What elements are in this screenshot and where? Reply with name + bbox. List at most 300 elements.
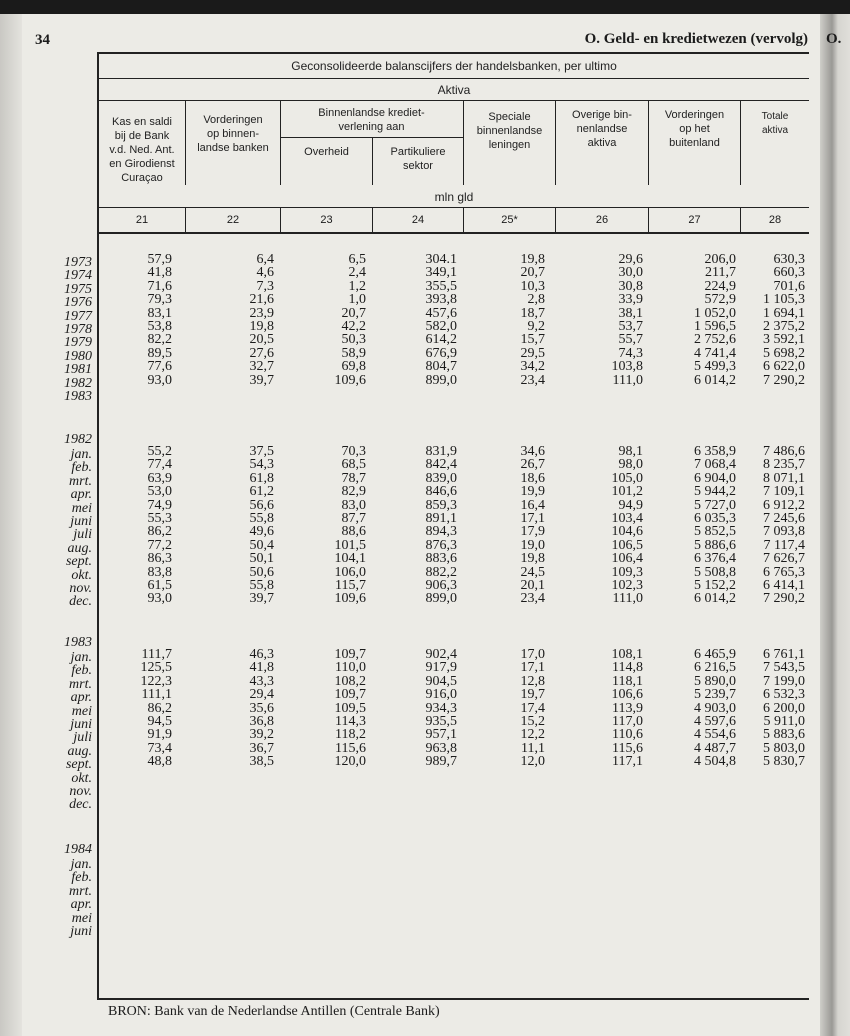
row-label: juni xyxy=(70,514,92,529)
table-top-rule xyxy=(97,52,809,54)
table-cell: 23,9 xyxy=(249,305,274,321)
column-number-25: 25* xyxy=(501,214,518,226)
row-label: 1982 xyxy=(64,375,92,391)
table-cell: 98,0 xyxy=(618,457,643,473)
table-bottom-rule xyxy=(97,998,809,1000)
row-label: apr. xyxy=(70,690,92,706)
table-cell: 68,5 xyxy=(341,457,366,473)
table-cell: 19,8 xyxy=(520,252,545,267)
table-cell: 211,7 xyxy=(705,265,736,281)
row-label: jan. xyxy=(70,447,92,462)
table-cell: 4 487,7 xyxy=(694,740,736,756)
table-cell: 20,7 xyxy=(341,305,366,321)
row-label: feb. xyxy=(71,663,92,679)
table-cell: 6 414,1 xyxy=(763,578,805,593)
table-cell: 83,8 xyxy=(147,564,172,580)
table-cell: 859,3 xyxy=(425,497,457,513)
table-cell: 831,9 xyxy=(425,444,457,459)
table-cell: 113,9 xyxy=(612,700,643,716)
table-cell: 77,2 xyxy=(147,537,172,553)
row-label: 1974 xyxy=(64,268,92,284)
table-cell: 79,3 xyxy=(147,292,172,308)
table-cell: 7,3 xyxy=(256,278,274,294)
table-cell: 1,0 xyxy=(348,292,366,308)
table-cell: 41,8 xyxy=(147,265,172,281)
row-label: mei xyxy=(71,703,92,719)
table-cell: 89,5 xyxy=(147,345,172,361)
table-cell: 17,1 xyxy=(520,511,545,526)
table-cell: 118,2 xyxy=(335,727,366,743)
table-cell: 6 200,0 xyxy=(763,700,805,716)
column-header-27: Vorderingen op het buitenland xyxy=(664,109,725,149)
table-cell: 11,1 xyxy=(521,740,545,756)
table-cell: 4 597,6 xyxy=(694,714,736,729)
table-cell: 7 199,0 xyxy=(763,673,805,689)
page-title: O. Geld- en kredietwezen (vervolg) xyxy=(584,31,808,47)
row-label: nov. xyxy=(69,581,92,596)
table-cell: 110,6 xyxy=(612,727,643,743)
table-cell: 36,8 xyxy=(249,714,274,729)
table-cell: 103,4 xyxy=(611,511,643,526)
table-cell: 55,8 xyxy=(249,511,274,526)
table-caption: Geconsolideerde balanscijfers der handelsbanken, per ultimo xyxy=(291,59,617,73)
table-cell: 4 903,0 xyxy=(694,700,736,716)
row-label: apr. xyxy=(70,897,92,913)
table-cell: 54,3 xyxy=(249,457,274,473)
subgroup-header: Binnenlandse krediet- verlening aan xyxy=(318,107,425,133)
table-cell: 5 727,0 xyxy=(694,497,736,513)
row-label: aug. xyxy=(67,540,92,556)
table-cell: 55,3 xyxy=(147,511,172,526)
table-cell: 20,7 xyxy=(520,265,545,281)
table-cell: 93,0 xyxy=(147,591,172,607)
table-cell: 12,8 xyxy=(520,673,545,689)
table-cell: 86,3 xyxy=(147,551,172,567)
table-cell: 846,6 xyxy=(425,484,457,500)
table-cell: 19,9 xyxy=(520,484,545,500)
table-cell: 30,8 xyxy=(618,278,643,294)
table-cell: 104,1 xyxy=(334,551,366,567)
column-number-27: 27 xyxy=(688,214,701,226)
table-cell: 206,0 xyxy=(704,252,736,267)
table-cell: 630,3 xyxy=(773,252,805,267)
table-cell: 37,5 xyxy=(249,444,274,459)
table-cell: 56,6 xyxy=(249,497,274,513)
table-cell: 106,5 xyxy=(611,537,643,553)
table-cell: 117,1 xyxy=(612,754,643,770)
table-cell: 7 290,2 xyxy=(763,372,805,388)
table-cell: 32,7 xyxy=(249,359,274,375)
row-label: aug. xyxy=(67,743,92,759)
table-cell: 33,9 xyxy=(618,292,643,308)
table-cell: 882,2 xyxy=(425,564,457,580)
row-label: 1976 xyxy=(64,295,92,311)
table-cell: 7 245,6 xyxy=(763,511,805,526)
table-cell: 41,8 xyxy=(249,660,274,676)
row-label: feb. xyxy=(71,460,92,476)
table-cell: 24,5 xyxy=(520,564,545,580)
table-cell: 106,6 xyxy=(611,687,643,703)
table-cell: 5 944,2 xyxy=(694,484,736,500)
row-label: 1977 xyxy=(64,308,92,324)
table-cell: 6 465,9 xyxy=(694,647,736,662)
table-cell: 94,5 xyxy=(147,714,172,729)
table-cell: 676,9 xyxy=(425,345,457,361)
table-cell: 7 093,8 xyxy=(763,524,805,540)
table-cell: 883,6 xyxy=(425,551,457,567)
column-number-22: 22 xyxy=(226,214,240,226)
table-cell: 10,3 xyxy=(520,278,545,294)
table-cell: 73,4 xyxy=(147,740,172,756)
scan-top-edge xyxy=(0,0,850,14)
table-cell: 1 105,3 xyxy=(763,292,805,308)
column-number-21: 21 xyxy=(135,214,149,226)
column-header-21: Kas en saldi bij de Bank v.d. Ned. Ant. en Girodienst Curaçao xyxy=(109,116,175,184)
row-label: 1973 xyxy=(64,255,92,270)
table-cell: 572,9 xyxy=(704,292,736,308)
column-header-24: Partikuliere sektor xyxy=(390,146,446,172)
table-cell: 224,9 xyxy=(704,278,736,294)
column-header-22: Vorderingen op binnen- landse banken xyxy=(197,114,269,154)
table-cell: 111,0 xyxy=(612,591,643,607)
table-cell: 104,6 xyxy=(611,524,643,540)
table-cell: 111,0 xyxy=(612,372,643,388)
table-cell: 117,0 xyxy=(612,714,643,729)
table-cell: 105,0 xyxy=(611,470,643,486)
table-cell: 39,2 xyxy=(249,727,274,743)
table-cell: 6,5 xyxy=(348,252,366,267)
table-cell: 63,9 xyxy=(147,470,172,486)
table-cell: 17,4 xyxy=(520,700,545,716)
table-cell: 114,3 xyxy=(335,714,366,729)
rule xyxy=(97,207,809,208)
table-cell: 115,6 xyxy=(612,740,643,756)
row-label: sept. xyxy=(65,554,92,570)
table-cell: 957,1 xyxy=(425,727,457,743)
table-cell: 55,7 xyxy=(618,332,643,348)
table-cell: 15,2 xyxy=(520,714,545,729)
row-label: 1983 xyxy=(64,389,92,404)
row-label: 1980 xyxy=(64,348,92,364)
row-label: juni xyxy=(70,924,92,939)
table-cell: 6 014,2 xyxy=(694,591,736,607)
table-cell: 16,4 xyxy=(520,497,545,513)
table-cell: 77,6 xyxy=(147,359,172,375)
table-cell: 7 109,1 xyxy=(763,484,805,500)
next-page-fragment: O. xyxy=(826,31,842,47)
table-cell: 27,6 xyxy=(249,345,274,361)
column-header-23: Overheid xyxy=(304,146,349,158)
table-cell: 6 376,4 xyxy=(694,551,736,567)
table-cell: 1 694,1 xyxy=(763,305,805,321)
table-cell: 106,4 xyxy=(611,551,643,567)
table-cell: 15,7 xyxy=(520,332,545,348)
table-cell: 50,1 xyxy=(249,551,274,567)
table-cell: 6 014,2 xyxy=(694,372,736,388)
table-cell: 110,0 xyxy=(335,660,366,676)
table-cell: 842,4 xyxy=(425,457,457,473)
page-fold xyxy=(820,14,850,1036)
rule xyxy=(97,78,809,79)
table-cell: 582,0 xyxy=(425,319,457,334)
table-cell: 83,0 xyxy=(341,497,366,513)
table-cell: 660,3 xyxy=(773,265,805,281)
table-cell: 118,1 xyxy=(612,673,643,689)
table-cell: 61,8 xyxy=(249,470,274,486)
table-cell: 103,8 xyxy=(611,359,643,375)
table-cell: 19,7 xyxy=(520,687,545,703)
table-cell: 6 532,3 xyxy=(763,687,805,703)
row-label: dec. xyxy=(69,594,92,610)
table-cell: 39,7 xyxy=(249,372,274,388)
table-cell: 6 035,3 xyxy=(694,511,736,526)
table-cell: 115,7 xyxy=(335,578,366,593)
table-cell: 5 239,7 xyxy=(694,687,736,703)
table-cell: 21,6 xyxy=(249,292,274,308)
table-cell: 12,0 xyxy=(520,754,545,770)
table-cell: 2,4 xyxy=(348,265,366,281)
table-cell: 989,7 xyxy=(425,754,457,770)
table-cell: 7 117,4 xyxy=(763,537,805,553)
table-cell: 904,5 xyxy=(425,673,457,689)
table-cell: 38,5 xyxy=(249,754,274,770)
row-label: sept. xyxy=(65,757,92,773)
table-cell: 20,5 xyxy=(249,332,274,348)
table-cell: 804,7 xyxy=(425,359,457,375)
column-number-26: 26 xyxy=(595,214,609,226)
table-cell: 4 554,6 xyxy=(694,727,736,743)
table-cell: 17,1 xyxy=(520,660,545,676)
row-label: okt. xyxy=(71,770,92,786)
table-cell: 114,8 xyxy=(612,660,643,676)
table-cell: 106,0 xyxy=(334,564,366,580)
table-cell: 963,8 xyxy=(425,740,457,756)
table-cell: 55,8 xyxy=(249,578,274,593)
table-cell: 19,0 xyxy=(520,537,545,553)
row-label: dec. xyxy=(69,797,92,813)
table-cell: 5 886,6 xyxy=(694,537,736,553)
table-cell: 20,1 xyxy=(520,578,545,593)
table-cell: 6 622,0 xyxy=(763,359,805,375)
table-cell: 7 290,2 xyxy=(763,591,805,607)
table-cell: 906,3 xyxy=(425,578,457,593)
table-cell: 839,0 xyxy=(425,470,457,486)
table-cell: 57,9 xyxy=(147,252,172,267)
row-label: mrt. xyxy=(69,883,92,899)
row-label: mrt. xyxy=(69,676,92,692)
table-cell: 5 852,5 xyxy=(694,524,736,540)
table-cell: 7 543,5 xyxy=(763,660,805,676)
table-cell: 355,5 xyxy=(425,278,457,294)
table-cell: 6 912,2 xyxy=(763,497,805,513)
rule xyxy=(97,100,809,101)
row-label: juni xyxy=(70,717,92,732)
table-cell: 4 741,4 xyxy=(694,345,736,361)
row-label: mei xyxy=(71,500,92,516)
table-cell: 29,6 xyxy=(618,252,643,267)
table-cell: 53,0 xyxy=(147,484,172,500)
table-cell: 26,7 xyxy=(520,457,545,473)
column-number-24: 24 xyxy=(411,214,425,226)
table-cell: 8 235,7 xyxy=(763,457,805,473)
table-cell: 6 358,9 xyxy=(694,444,736,459)
table-cell: 108,1 xyxy=(611,647,643,662)
table-cell: 50,3 xyxy=(341,332,366,348)
table-cell: 74,9 xyxy=(147,497,172,513)
table-cell: 61,2 xyxy=(249,484,274,500)
table-cell: 29,4 xyxy=(249,687,274,703)
rule xyxy=(97,232,809,234)
table-cell: 19,8 xyxy=(520,551,545,567)
table-cell: 935,5 xyxy=(425,714,457,729)
table-cell: 23,4 xyxy=(520,591,545,607)
table-cell: 115,6 xyxy=(335,740,366,756)
table-cell: 125,5 xyxy=(140,660,172,676)
table-cell: 42,2 xyxy=(341,319,366,334)
row-label: 1975 xyxy=(64,281,92,297)
table-cell: 88,6 xyxy=(341,524,366,540)
table-cell: 111,7 xyxy=(141,647,172,662)
table-cell: 6 761,1 xyxy=(763,647,805,662)
column-number-23: 23 xyxy=(320,214,333,226)
unit-label: mln gld xyxy=(434,190,474,204)
table-cell: 5 698,2 xyxy=(763,345,805,361)
table-cell: 50,4 xyxy=(249,537,274,553)
table-cell: 1,2 xyxy=(348,278,366,294)
table-cell: 3 592,1 xyxy=(763,332,805,348)
table-cell: 108,2 xyxy=(334,673,366,689)
table-cell: 101,2 xyxy=(611,484,643,500)
table-cell: 4,6 xyxy=(256,265,274,281)
table-cell: 35,6 xyxy=(249,700,274,716)
column-header-28: Totale aktiva xyxy=(761,111,789,136)
table-cell: 71,6 xyxy=(147,278,172,294)
table-cell: 23,4 xyxy=(520,372,545,388)
page-number: 34 xyxy=(35,32,50,48)
table-cell: 101,5 xyxy=(334,537,366,553)
table-cell: 91,9 xyxy=(147,727,172,743)
table-cell: 94,9 xyxy=(618,497,643,513)
section-heading: 1982 xyxy=(64,432,92,447)
table-cell: 48,8 xyxy=(147,754,172,770)
table-cell: 876,3 xyxy=(425,537,457,553)
table-cell: 304.1 xyxy=(425,252,457,267)
table-cell: 5 803,0 xyxy=(763,740,805,756)
table-cell: 1 052,0 xyxy=(694,305,736,321)
table-cell: 899,0 xyxy=(425,591,457,607)
table-cell: 53,7 xyxy=(618,319,643,334)
table-cell: 111,1 xyxy=(141,687,172,703)
table-cell: 34,6 xyxy=(520,444,545,459)
table-cell: 349,1 xyxy=(425,265,457,281)
table-cell: 18,7 xyxy=(520,305,545,321)
table-cell: 12,2 xyxy=(520,727,545,743)
table-cell: 916,0 xyxy=(425,687,457,703)
table-cell: 7 626,7 xyxy=(763,551,805,567)
table-cell: 70,3 xyxy=(341,444,366,459)
column-number-28: 28 xyxy=(768,214,782,226)
column-header-26: Overige bin- nenlandse aktiva xyxy=(572,109,632,149)
table-cell: 93,0 xyxy=(147,372,172,388)
row-label: apr. xyxy=(70,487,92,503)
table-cell: 701,6 xyxy=(773,278,805,294)
table-cell: 109,5 xyxy=(334,700,366,716)
table-cell: 7 068,4 xyxy=(694,457,736,473)
table-cell: 457,6 xyxy=(425,305,457,321)
table-cell: 5 152,2 xyxy=(694,578,736,593)
table-cell: 61,5 xyxy=(147,578,172,593)
table-cell: 102,3 xyxy=(611,578,643,593)
table-cell: 902,4 xyxy=(425,647,457,662)
table-cell: 2 752,6 xyxy=(694,332,736,348)
table-cell: 36,7 xyxy=(249,740,274,756)
table-cell: 29,5 xyxy=(520,345,545,361)
table-cell: 53,8 xyxy=(147,319,172,334)
table-cell: 78,7 xyxy=(341,470,366,486)
table-cell: 4 504,8 xyxy=(694,754,736,770)
table-cell: 58,9 xyxy=(341,345,366,361)
table-cell: 5 508,8 xyxy=(694,564,736,580)
table-cell: 6 904,0 xyxy=(694,470,736,486)
table-cell: 43,3 xyxy=(249,673,274,689)
row-label: juli xyxy=(73,527,92,543)
table-cell: 87,7 xyxy=(341,511,366,526)
table-cell: 109,7 xyxy=(334,647,366,662)
table-cell: 5 911,0 xyxy=(763,714,805,729)
table-cell: 39,7 xyxy=(249,591,274,607)
table-cell: 120,0 xyxy=(334,754,366,770)
row-label: 1979 xyxy=(64,335,92,351)
table-cell: 69,8 xyxy=(341,359,366,375)
table-cell: 49,6 xyxy=(249,524,274,540)
table-cell: 122,3 xyxy=(140,673,172,689)
row-label: okt. xyxy=(71,567,92,583)
table-cell: 18,6 xyxy=(520,470,545,486)
table-cell: 74,3 xyxy=(618,345,643,361)
table-cell: 17,9 xyxy=(520,524,545,540)
table-cell: 82,2 xyxy=(147,332,172,348)
table-cell: 894,3 xyxy=(425,524,457,540)
table-cell: 83,1 xyxy=(147,305,172,321)
table-cell: 891,1 xyxy=(425,511,457,526)
table-cell: 98,1 xyxy=(618,444,643,459)
table-cell: 109,3 xyxy=(611,564,643,580)
table-cell: 5 499,3 xyxy=(694,359,736,375)
row-label: feb. xyxy=(71,870,92,886)
table-cell: 917,9 xyxy=(425,660,457,676)
table-cell: 6 216,5 xyxy=(694,660,736,676)
table-cell: 934,3 xyxy=(425,700,457,716)
table-cell: 9,2 xyxy=(527,319,545,334)
row-label: juli xyxy=(73,730,92,746)
row-label: 1978 xyxy=(64,322,92,337)
table-cell: 2 375,2 xyxy=(763,319,805,334)
table-cell: 30,0 xyxy=(618,265,643,281)
table-cell: 38,1 xyxy=(618,305,643,321)
table-cell: 77,4 xyxy=(147,457,172,473)
table-cell: 614,2 xyxy=(425,332,457,348)
group-header-aktiva: Aktiva xyxy=(437,83,471,97)
page-gutter xyxy=(0,14,22,1036)
table-cell: 899,0 xyxy=(425,372,457,388)
table-cell: 17,0 xyxy=(520,647,545,662)
table-cell: 86,2 xyxy=(147,524,172,540)
section-heading: 1983 xyxy=(64,635,92,650)
table-cell: 5 883,6 xyxy=(763,727,805,743)
table-cell: 6,4 xyxy=(256,252,274,267)
table-cell: 393,8 xyxy=(425,292,457,308)
row-label: mei xyxy=(71,910,92,926)
